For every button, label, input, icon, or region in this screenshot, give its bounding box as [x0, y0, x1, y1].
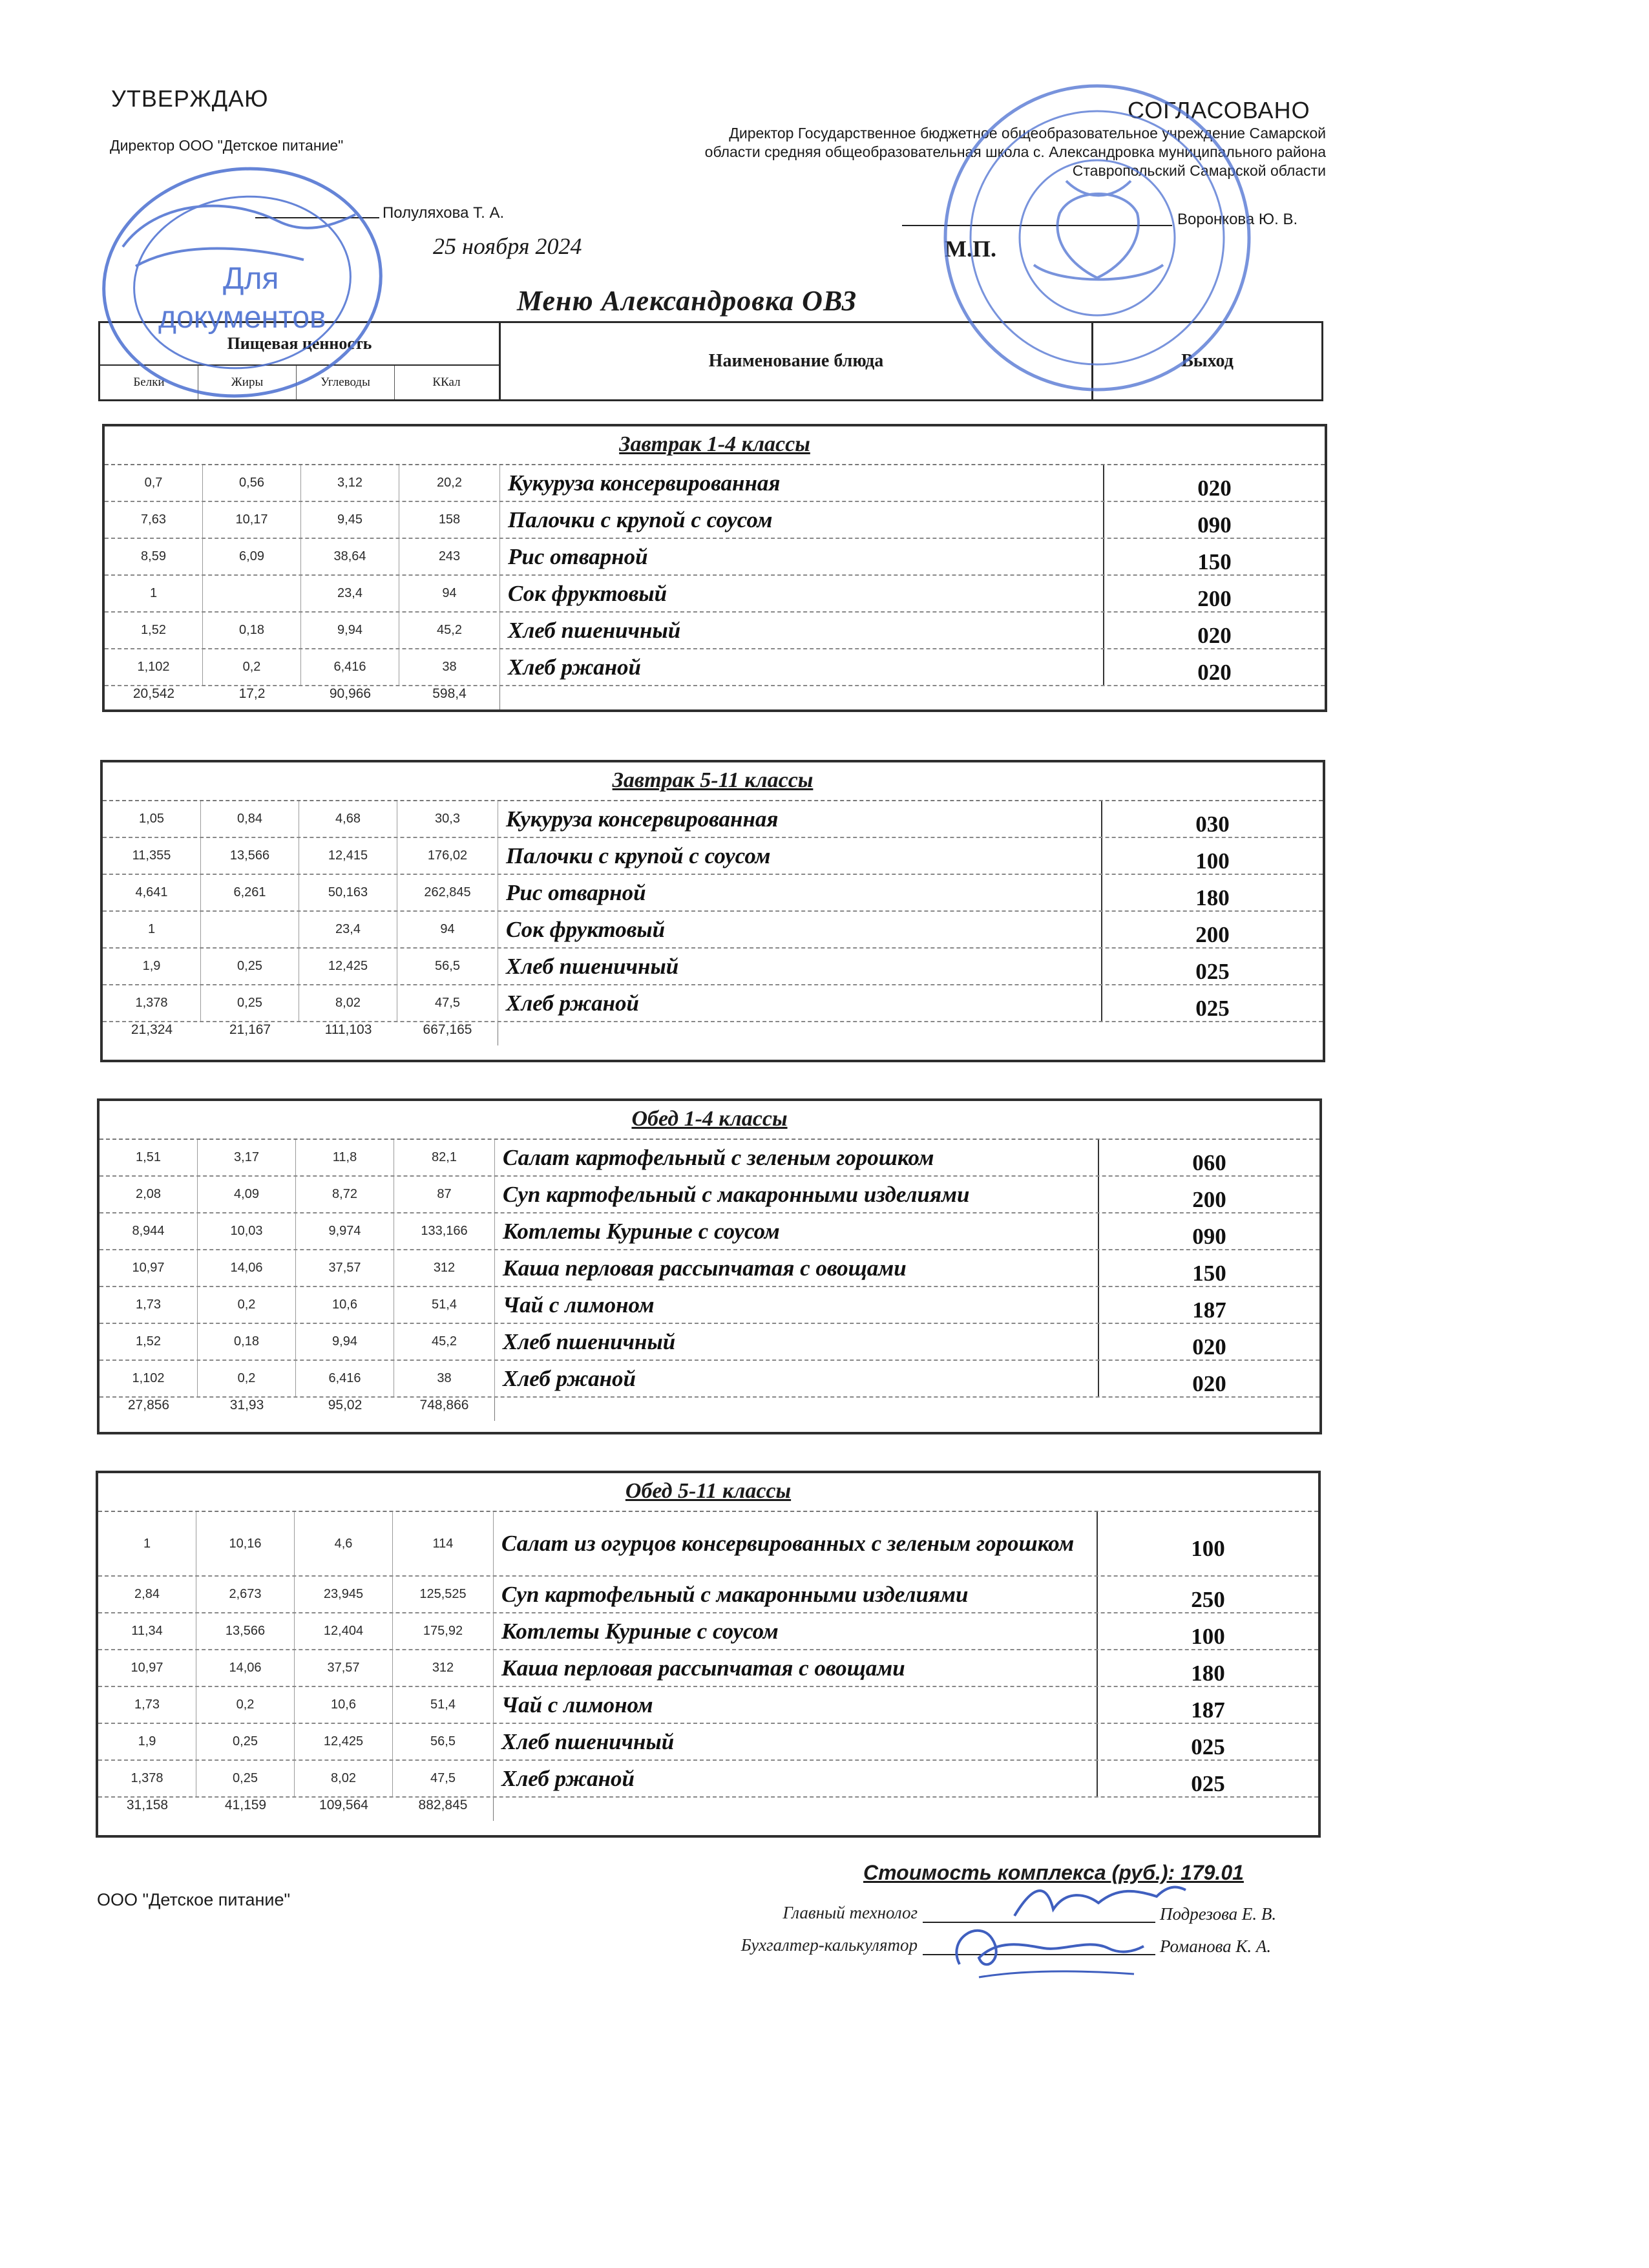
menu-row: [103, 912, 1323, 949]
proteins-cell: 2,84: [98, 1577, 196, 1612]
dish-name: Хлеб ржаной: [498, 985, 1102, 1021]
dish-name: Палочки с крупой с соусом: [498, 838, 1102, 874]
accountant-name: Романова К. А.: [1160, 1937, 1272, 1956]
kcal-cell: 45,2: [399, 613, 500, 648]
section-lunch-1-4: [97, 1098, 1322, 1434]
carbs-cell: 23,4: [299, 912, 397, 947]
menu-row: [98, 1724, 1318, 1761]
fats-cell: 6,09: [203, 539, 301, 574]
dish-name: Сок фруктовый: [498, 912, 1102, 947]
proteins-cell: 1,102: [100, 1361, 198, 1396]
agree-name: Воронкова Ю. В.: [1177, 211, 1298, 228]
kcal-cell: 175,92: [393, 1613, 494, 1649]
stamp-text: документов: [158, 300, 326, 335]
kcal-cell: 82,1: [394, 1140, 495, 1175]
menu-row: [98, 1577, 1318, 1613]
dish-name: Хлеб пшеничный: [495, 1324, 1099, 1360]
proteins-cell: 11,355: [103, 838, 201, 874]
dish-output: 090: [1197, 512, 1232, 538]
carbs-cell: 9,45: [301, 502, 399, 538]
carbs-cell: 12,425: [299, 949, 397, 984]
section-rows: [105, 464, 1325, 709]
carbs-cell: 6,416: [301, 649, 399, 685]
kcal-cell: 114: [393, 1512, 494, 1575]
kcal-cell: 94: [397, 912, 498, 947]
total-k: 882,845: [393, 1798, 494, 1821]
fats-header: Жиры: [198, 366, 297, 399]
menu-row: [98, 1687, 1318, 1724]
section-rows: [103, 800, 1323, 1045]
carbs-cell: 23,945: [295, 1577, 393, 1612]
nutrition-title: Пищевая ценность: [100, 323, 499, 366]
menu-row: [105, 613, 1325, 649]
dish-output: 020: [1197, 475, 1232, 501]
total-b: 21,324: [131, 1022, 173, 1037]
carbs-cell: 37,57: [295, 1650, 393, 1686]
carbs-cell: 23,4: [301, 576, 399, 611]
proteins-cell: 4,641: [103, 875, 201, 910]
proteins-header: Белки: [100, 366, 198, 399]
dish-output: 200: [1192, 1186, 1226, 1212]
dish-output: 100: [1191, 1623, 1225, 1649]
output-header: Выход: [1181, 351, 1234, 371]
fats-cell: 0,2: [196, 1687, 295, 1723]
carbs-cell: 11,8: [296, 1140, 394, 1175]
dish-output: 180: [1191, 1660, 1225, 1686]
menu-row: [105, 576, 1325, 613]
carbs-cell: 38,64: [301, 539, 399, 574]
total-b: 31,158: [126, 1798, 169, 1812]
dish-output: 250: [1191, 1586, 1225, 1612]
proteins-cell: 1,9: [98, 1724, 196, 1759]
kcal-cell: 51,4: [393, 1687, 494, 1723]
stamp-text: Для: [223, 262, 279, 296]
total-f: 17,2: [238, 686, 266, 701]
proteins-cell: 7,63: [105, 502, 203, 538]
fats-cell: 14,06: [196, 1650, 295, 1686]
kcal-cell: 94: [399, 576, 500, 611]
dish-output: 020: [1192, 1334, 1226, 1360]
fats-cell: 0,84: [201, 801, 299, 837]
menu-row: [100, 1287, 1319, 1324]
proteins-cell: 1,73: [100, 1287, 198, 1323]
approve-name: Полуляхова Т. А.: [383, 204, 505, 222]
fats-cell: 0,2: [203, 649, 301, 685]
menu-row: [105, 649, 1325, 686]
carbs-cell: 37,57: [296, 1250, 394, 1286]
fats-cell: 0,25: [201, 949, 299, 984]
dish-name: Хлеб ржаной: [494, 1761, 1098, 1796]
proteins-cell: 8,944: [100, 1213, 198, 1249]
dish-output: 200: [1197, 585, 1232, 611]
fats-cell: 0,25: [201, 985, 299, 1021]
menu-row: [100, 1213, 1319, 1250]
total-k: 748,866: [394, 1398, 495, 1421]
kcal-cell: 312: [394, 1250, 495, 1286]
carbs-cell: 8,02: [299, 985, 397, 1021]
menu-row: [100, 1361, 1319, 1398]
fats-cell: 0,2: [198, 1361, 296, 1396]
menu-row: [100, 1177, 1319, 1213]
section-title: Обед 1-4 классы: [631, 1107, 788, 1131]
menu-row: [100, 1140, 1319, 1177]
fats-cell: 13,566: [196, 1613, 295, 1649]
fats-cell: 10,17: [203, 502, 301, 538]
proteins-cell: 1,52: [100, 1324, 198, 1360]
total-f: 41,159: [224, 1798, 267, 1812]
dish-name: Кукуруза консервированная: [498, 801, 1102, 837]
dish-name: Чай с лимоном: [495, 1287, 1099, 1323]
dish-name: Каша перловая рассыпчатая с овощами: [495, 1250, 1099, 1286]
menu-row: [103, 875, 1323, 912]
fats-cell: [201, 912, 299, 947]
proteins-cell: 11,34: [98, 1613, 196, 1649]
carbs-cell: 9,94: [296, 1324, 394, 1360]
dish-output: 025: [1195, 958, 1230, 984]
kcal-cell: 20,2: [399, 465, 500, 501]
total-u: 90,966: [329, 686, 372, 701]
proteins-cell: 1: [103, 912, 201, 947]
proteins-cell: 0,7: [105, 465, 203, 501]
section-title: Завтрак 1-4 классы: [619, 432, 810, 456]
accountant-label: Бухгалтер-калькулятор: [740, 1935, 918, 1955]
kcal-cell: 38: [394, 1361, 495, 1396]
fats-cell: 0,25: [196, 1761, 295, 1796]
complex-cost: Стоимость комплекса (руб.): 179.01: [863, 1861, 1244, 1884]
carbs-cell: 6,416: [296, 1361, 394, 1396]
section-breakfast-5-11: [100, 760, 1325, 1062]
dish-output: 025: [1191, 1734, 1225, 1759]
dish-output: 150: [1192, 1260, 1226, 1286]
dish-name: Хлеб пшеничный: [494, 1724, 1098, 1759]
carbs-cell: 4,6: [295, 1512, 393, 1575]
total-k: 598,4: [399, 686, 500, 709]
proteins-cell: 10,97: [98, 1650, 196, 1686]
kcal-cell: 243: [399, 539, 500, 574]
totals-row: [100, 1398, 1319, 1421]
dish-name: Чай с лимоном: [494, 1687, 1098, 1723]
kcal-cell: 47,5: [397, 985, 498, 1021]
proteins-cell: 1,73: [98, 1687, 196, 1723]
carbs-cell: 9,974: [296, 1213, 394, 1249]
total-b: 27,856: [127, 1398, 170, 1412]
kcal-cell: 56,5: [393, 1724, 494, 1759]
dish-output: 020: [1197, 659, 1232, 685]
menu-row: [103, 801, 1323, 838]
menu-title: Меню Александровка ОВЗ: [517, 285, 857, 317]
approve-director: Директор ООО "Детское питание": [110, 137, 344, 154]
menu-row: [105, 539, 1325, 576]
agree-title: СОГЛАСОВАНО: [1128, 97, 1310, 123]
kcal-cell: 176,02: [397, 838, 498, 874]
kcal-cell: 125,525: [393, 1577, 494, 1612]
menu-row: [105, 502, 1325, 539]
dish-name: Хлеб пшеничный: [498, 949, 1102, 984]
fats-cell: 10,03: [198, 1213, 296, 1249]
dish-output: 020: [1197, 622, 1232, 648]
section-breakfast-1-4: [102, 424, 1327, 712]
proteins-cell: 1,51: [100, 1140, 198, 1175]
carbs-header: Углеводы: [297, 366, 395, 399]
proteins-cell: 1,378: [103, 985, 201, 1021]
kcal-header: ККал: [432, 375, 461, 389]
menu-row: [98, 1650, 1318, 1687]
carbs-cell: 12,404: [295, 1613, 393, 1649]
menu-row: [103, 985, 1323, 1022]
dish-name: Рис отварной: [500, 539, 1104, 574]
dish-name: Каша перловая рассыпчатая с овощами: [494, 1650, 1098, 1686]
kcal-cell: 87: [394, 1177, 495, 1212]
carbs-cell: 9,94: [301, 613, 399, 648]
proteins-cell: 1,378: [98, 1761, 196, 1796]
dish-name: Сок фруктовый: [500, 576, 1104, 611]
section-title: Завтрак 5-11 классы: [612, 768, 814, 792]
dish-name: Котлеты Куриные с соусом: [494, 1613, 1098, 1649]
totals-row: [103, 1022, 1323, 1045]
kcal-cell: 45,2: [394, 1324, 495, 1360]
proteins-cell: 1,9: [103, 949, 201, 984]
company-stamp: [84, 150, 407, 408]
fats-cell: 13,566: [201, 838, 299, 874]
dish-output: 100: [1195, 848, 1230, 874]
proteins-cell: 1,102: [105, 649, 203, 685]
kcal-cell: 38: [399, 649, 500, 685]
dish-output: 187: [1192, 1297, 1226, 1323]
dish-output: 187: [1191, 1697, 1225, 1723]
total-f: 31,93: [229, 1398, 264, 1412]
proteins-cell: 1,05: [103, 801, 201, 837]
agree-director-line: Ставропольский Самарской области: [1072, 162, 1326, 179]
dish-output: 180: [1195, 885, 1230, 910]
fats-cell: 14,06: [198, 1250, 296, 1286]
accountant-signature: [940, 1913, 1147, 1984]
carbs-cell: 4,68: [299, 801, 397, 837]
total-b: 20,542: [132, 686, 175, 701]
dish-output: 030: [1195, 811, 1230, 837]
menu-row: [100, 1324, 1319, 1361]
dish-output: 020: [1192, 1370, 1226, 1396]
proteins-cell: 1: [98, 1512, 196, 1575]
dish-name: Суп картофельный с макаронными изделиями: [494, 1577, 1098, 1612]
proteins-cell: 1,52: [105, 613, 203, 648]
dish-output: 100: [1191, 1536, 1225, 1561]
footer-company: ООО "Детское питание": [97, 1890, 291, 1909]
menu-row: [103, 838, 1323, 875]
fats-cell: 0,2: [198, 1287, 296, 1323]
fats-cell: 0,18: [198, 1324, 296, 1360]
carbs-cell: 12,425: [295, 1724, 393, 1759]
dish-name: Рис отварной: [498, 875, 1102, 910]
dish-output: 060: [1192, 1150, 1226, 1175]
dish-output: 025: [1191, 1770, 1225, 1796]
dish-name: Салат из огурцов консервированных с зеленым горошком: [494, 1512, 1098, 1575]
dish-output: 090: [1192, 1223, 1226, 1249]
carbs-cell: 10,6: [295, 1687, 393, 1723]
dish-name: Кукуруза консервированная: [500, 465, 1104, 501]
carbs-cell: 50,163: [299, 875, 397, 910]
kcal-cell: 158: [399, 502, 500, 538]
totals-row: [98, 1798, 1318, 1821]
menu-row: [98, 1613, 1318, 1650]
fats-cell: 6,261: [201, 875, 299, 910]
carbs-cell: 12,415: [299, 838, 397, 874]
dish-output: 200: [1195, 921, 1230, 947]
fats-cell: 0,25: [196, 1724, 295, 1759]
total-u: 95,02: [328, 1398, 362, 1412]
menu-row: [105, 465, 1325, 502]
dish-name: Палочки с крупой с соусом: [500, 502, 1104, 538]
dish-name: Хлеб пшеничный: [500, 613, 1104, 648]
fats-cell: 10,16: [196, 1512, 295, 1575]
fats-cell: 4,09: [198, 1177, 296, 1212]
dish-name: Хлеб ржаной: [495, 1361, 1099, 1396]
total-k: 667,165: [397, 1022, 498, 1045]
total-f: 21,167: [229, 1022, 271, 1037]
menu-row: [100, 1250, 1319, 1287]
proteins-cell: 1: [105, 576, 203, 611]
section-title: Обед 5-11 классы: [625, 1479, 792, 1503]
total-u: 111,103: [324, 1022, 372, 1037]
dish-output: 150: [1197, 549, 1232, 574]
kcal-cell: 262,845: [397, 875, 498, 910]
agree-director-line: области средняя общеобразовательная школа с. Александровка муниципального района: [704, 143, 1326, 160]
carbs-cell: 8,72: [296, 1177, 394, 1212]
proteins-cell: 8,59: [105, 539, 203, 574]
fats-cell: 3,17: [198, 1140, 296, 1175]
kcal-cell: 47,5: [393, 1761, 494, 1796]
fats-cell: 2,673: [196, 1577, 295, 1612]
proteins-cell: 2,08: [100, 1177, 198, 1212]
carbs-cell: 8,02: [295, 1761, 393, 1796]
section-rows: [98, 1511, 1318, 1821]
kcal-cell: 56,5: [397, 949, 498, 984]
dish-name: Хлеб ржаной: [500, 649, 1104, 685]
menu-row: [98, 1761, 1318, 1798]
menu-row: [98, 1512, 1318, 1577]
approve-title: УТВЕРЖДАЮ: [111, 85, 269, 112]
dish-name: Котлеты Куриные с соусом: [495, 1213, 1099, 1249]
dish-name: Салат картофельный с зеленым горошком: [495, 1140, 1099, 1175]
totals-row: [105, 686, 1325, 709]
carbs-cell: 3,12: [301, 465, 399, 501]
kcal-cell: 312: [393, 1650, 494, 1686]
dish-output: 025: [1195, 995, 1230, 1021]
school-stamp: [930, 71, 1266, 407]
kcal-cell: 51,4: [394, 1287, 495, 1323]
carbs-cell: 10,6: [296, 1287, 394, 1323]
chief-technologist-label: Главный технолог: [782, 1903, 918, 1922]
dish-name: Суп картофельный с макаронными изделиями: [495, 1177, 1099, 1212]
approve-date: 25 ноября 2024: [433, 233, 582, 259]
dish-header: Наименование блюда: [501, 323, 1093, 399]
kcal-cell: 30,3: [397, 801, 498, 837]
fats-cell: 0,56: [203, 465, 301, 501]
agree-director-line: Директор Государственное бюджетное общеобразовательное учреждение Самарской: [729, 125, 1326, 142]
proteins-cell: 10,97: [100, 1250, 198, 1286]
total-u: 109,564: [319, 1798, 368, 1812]
section-lunch-5-11: [96, 1471, 1321, 1838]
menu-row: [103, 949, 1323, 985]
section-rows: [100, 1139, 1319, 1421]
seal-place-label: М.П.: [945, 236, 996, 262]
fats-cell: [203, 576, 301, 611]
fats-cell: 0,18: [203, 613, 301, 648]
kcal-cell: 133,166: [394, 1213, 495, 1249]
chief-technologist-name: Подрезова Е. В.: [1160, 1904, 1277, 1924]
